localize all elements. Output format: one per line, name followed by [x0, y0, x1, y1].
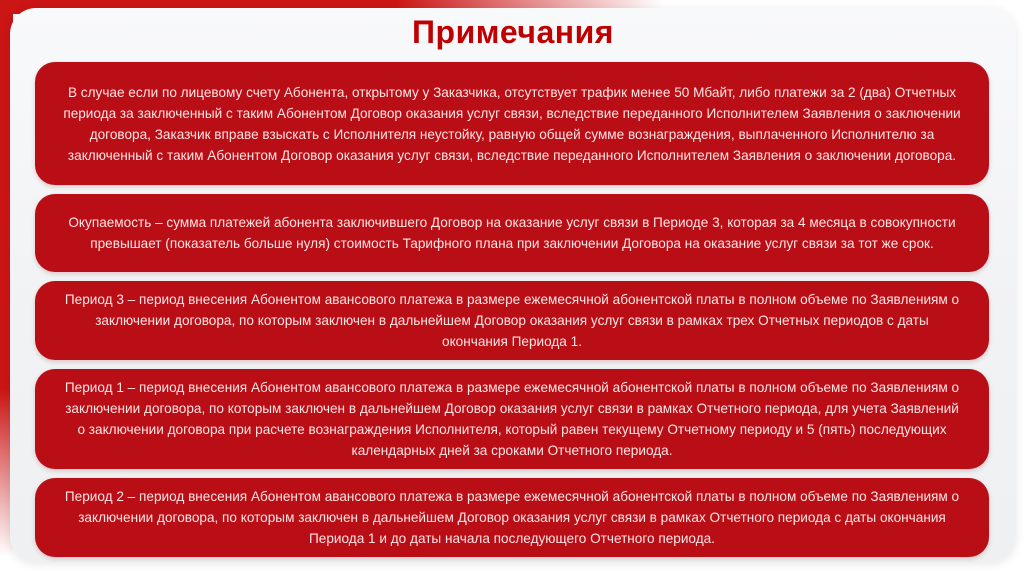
slide-card [10, 8, 1016, 562]
notes-list [35, 62, 989, 557]
note-box-1 [35, 62, 989, 185]
note-box-5 [35, 478, 989, 557]
note-text-3: Период 3 – период внесения Абонентом авансового платежа в размере ежемесячной абонентской платы в полном объеме по Заявлениям о заключении договора, по которым заключен в дальнейшем Договор оказания услуг связи в рамках трех Отчетных периодов с даты окончания Периода 1. [64, 292, 960, 349]
note-text-5: Период 2 – период внесения Абонентом авансового платежа в размере ежемесячной абонентской платы в полном объеме по Заявлениям о заключении договора, по которым заключен в дальнейшем Договор оказания услуг связи в рамках Отчетного периода с даты окончания Периода 1 и до даты начала последующего Отчетного периода. [64, 489, 960, 546]
note-box-2 [35, 194, 989, 272]
note-text-2: Окупаемость – сумма платежей абонента заключившего Договор на оказание услуг связи в Периоде 3, которая за 4 месяца в совокупности превышает (показатель больше нуля) стоимость Тарифного плана при заключении Договора на оказание услуг связи за тот же срок. [68, 215, 956, 251]
note-box-4 [35, 369, 989, 469]
note-text-1: В случае если по лицевому счету Абонента, открытому у Заказчика, отсутствует трафик менее 50 Мбайт, либо платежи за 2 (два) Отчетных периода за заключенный с таким Абонентом Договор оказания услуг связи, вследствие переданного Исполнителем Заявления о заключении договора, Заказчик вправе взыскать с Исполнителя неустойку, равную общей сумме вознаграждения, выплаченного Исполнителю за заключенный с таким Абонентом Договор оказания услуг связи, вследствие переданного Исполнителем Заявления о заключении договора. [63, 84, 961, 163]
note-box-3 [35, 281, 989, 360]
slide-title: Примечания [412, 14, 614, 50]
note-text-4: Период 1 – период внесения Абонентом авансового платежа в размере ежемесячной абонентской платы в полном объеме по Заявлениям о заключении договора, по которым заключен в дальнейшем Договор оказания услуг связи в рамках Отчетного периода, для учета Заявлений о заключении договора при расчете вознаграждения Исполнителя, который равен текущему Отчетному периоду и 5 (пять) последующих календарных дней за сроками Отчетного периода. [64, 380, 960, 458]
